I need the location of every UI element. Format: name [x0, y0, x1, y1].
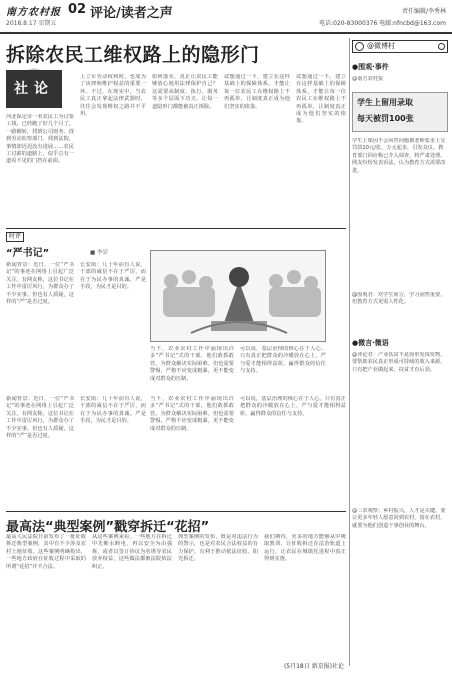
editorial-column-5: 试想通过一下，建立在这样基础上的保障体系，才能让每一位农民工在维权路上不再孤单，让制度真正成为他们坚实的依靠。	[296, 74, 346, 125]
section-divider-2	[6, 511, 346, 512]
main-headline: 拆除农民工维权路上的隐形门	[6, 44, 260, 66]
editor-contact: 责任编辑/李秀林	[401, 8, 446, 15]
phone-email: 电话:020-83000376 电邮:nfncbd@163.com	[319, 20, 446, 27]
commentary-tag: 时评	[6, 232, 24, 242]
paper-name: 南方农村报	[6, 7, 61, 18]
editorial-column-2: 上立军劳动权利时，也成为了该律师维护权益的重要一环。不过，在现实中，当农民工真正拿起法律武器时，往往会发现维权之路并不平坦。	[80, 74, 146, 118]
cartoon-illustration	[151, 251, 326, 342]
issue-date: 2018.8.17 星期五	[6, 20, 57, 27]
weibo-bar	[352, 40, 448, 53]
commentary-column-7: 新闻背景：近日，一位“严书记”的事迹在网络上引起广泛关注。有网友称，这位书记在工作中雷厉风行，为群众办了不少实事。但也有人质疑，这样的“严”是否过度。	[6, 396, 74, 440]
section-divider	[6, 228, 346, 229]
editorial-column-1: 河北保定市一名农民工为讨要工钱，已经跑了好几个月了。一路辗转，找到公司财务、找到劳动监察部门、找到法院，事情却迟迟没有进展……农民工讨薪的道路上，似乎总有一道看不见的门挡在前面。	[6, 114, 74, 165]
bottom-column-2: 从这些案例来看，一些地方在拆迁中先断水断电、再以安全为由强拆，或者以签订协议为名诱导农民放弃权益，这些做法都被法院依法纠正。	[92, 534, 172, 570]
section-title: 评论/读者之声	[90, 6, 173, 21]
editorial-column-3: 如何落实，真正让农民工能够放心地用法律保护自己？这需要从制度、执行、服务等多个层面下功夫，让每一道隐形门都能被真正拆除。	[152, 74, 218, 110]
commentary-byline: ■ 李岩	[90, 250, 108, 256]
weibo-icon	[355, 42, 364, 51]
commentary-column-1: 新闻背景：近日，一位“严书记”的事迹在网络上引起广泛关注。有网友称，这位书记在工作中雷厉风行，为群众办了不少实事。但也有人质疑，这样的“严”是否过度。	[6, 262, 74, 306]
editorial-cartoon	[150, 250, 326, 342]
highlight-line-2: 每天被罚100张	[357, 114, 414, 123]
weibo-post-3: @评论君：产业扶贫不是简单发钱发物，要帮助农民真正形成可持续的收入来源。只有把产业做起来，扶贫才有后劲。	[352, 352, 446, 373]
masthead	[0, 0, 452, 34]
highlight-line-1: 学生上留用录取	[357, 98, 413, 107]
weibo-post-1: 学生上课因不会回答问题被老师要求上交罚款10元/张，万元起步，引发众议。教育部门回应称已介入调查，将严肃处理。网友纷纷发表看法，认为教育方式需要改进。	[352, 138, 446, 174]
editorial-column-4: 试想通过一下，建立在这样基础上的保障体系，才能让每一位农民工在维权路上不再孤单，让制度真正成为他们坚实的依靠。	[224, 74, 290, 110]
page-number: 02	[68, 2, 87, 17]
commentary-column-8: 长安街：几十年前有人说，干部的威信不在于严厉，而在于为民办事的真诚。严是手段，为民才是目的。	[80, 396, 146, 425]
right-column-divider	[349, 38, 350, 666]
weibo-post-2: @围观君：对学生而言，学习固然重要，但教育方式更需人性化。	[352, 292, 446, 306]
editorial-tag: 社论	[6, 70, 62, 108]
bottom-headline: 最高法“典型案例”戳穿拆迁“花招”	[6, 520, 210, 535]
bottom-column-1: 最高人民法院日前发布了一批征收拆迁典型案例，其中有不少涉及农村土地征收。这些案例明确指出，一些地方政府在征收过程中采取的所谓“花招”并不合法。	[6, 534, 86, 570]
topic-source: @南方农村报	[352, 76, 384, 82]
commentary-title: “严书记”	[6, 248, 50, 259]
topic-heading-2: ●微言·微语	[352, 339, 389, 347]
bottom-column-3: 典型案例的发布，既是对违法行为的警示，也是对农民合法权益的有力保护，有利于推动依法征收、阳光拆迁。	[178, 534, 258, 563]
commentary-column-3: 当下，农业农村工作中涌现出许多“严书记”式的干部，他们敢抓敢管，为群众解决实际困难。但也需要警惕，严格不应变成粗暴，更不能变成对群众的压制。	[150, 346, 234, 382]
weibo-post-4: @三农观察：乡村振兴，人才是关键。要让更多年轻人愿意回到农村、留在农村，就要为他们创造干事创业的舞台。	[352, 508, 446, 529]
source-note: (5月18日 新京报)社论	[283, 663, 344, 670]
weibo-highlight-box	[352, 92, 448, 132]
commentary-column-6: 可以说，基层治理的核心在于人心。只有真正把群众的冷暖放在心上，严与爱才能相得益彰，赢得群众的信任与支持。	[240, 396, 346, 417]
weibo-label: @微博村	[367, 42, 395, 50]
commentary-column-4: 可以说，基层治理的核心在于人心。只有真正把群众的冷暖放在心上，严与爱才能相得益彰，赢得群众的信任与支持。	[240, 346, 326, 375]
commentary-column-2: 长安街：几十年前有人说，干部的威信不在于严厉，而在于为民办事的真诚。严是手段，为民才是目的。	[80, 262, 146, 291]
search-icon	[438, 43, 445, 50]
topic-heading-1: ●围观·事件	[352, 63, 389, 71]
bottom-column-4: 我们期待，更多的地方能够从中吸取教训，让征收拆迁在法治轨道上运行，让农民在城镇化进程中真正得到实惠。	[264, 534, 346, 563]
commentary-column-5: 当下，农业农村工作中涌现出许多“严书记”式的干部，他们敢抓敢管，为群众解决实际困难。但也需要警惕，严格不应变成粗暴，更不能变成对群众的压制。	[150, 396, 234, 432]
